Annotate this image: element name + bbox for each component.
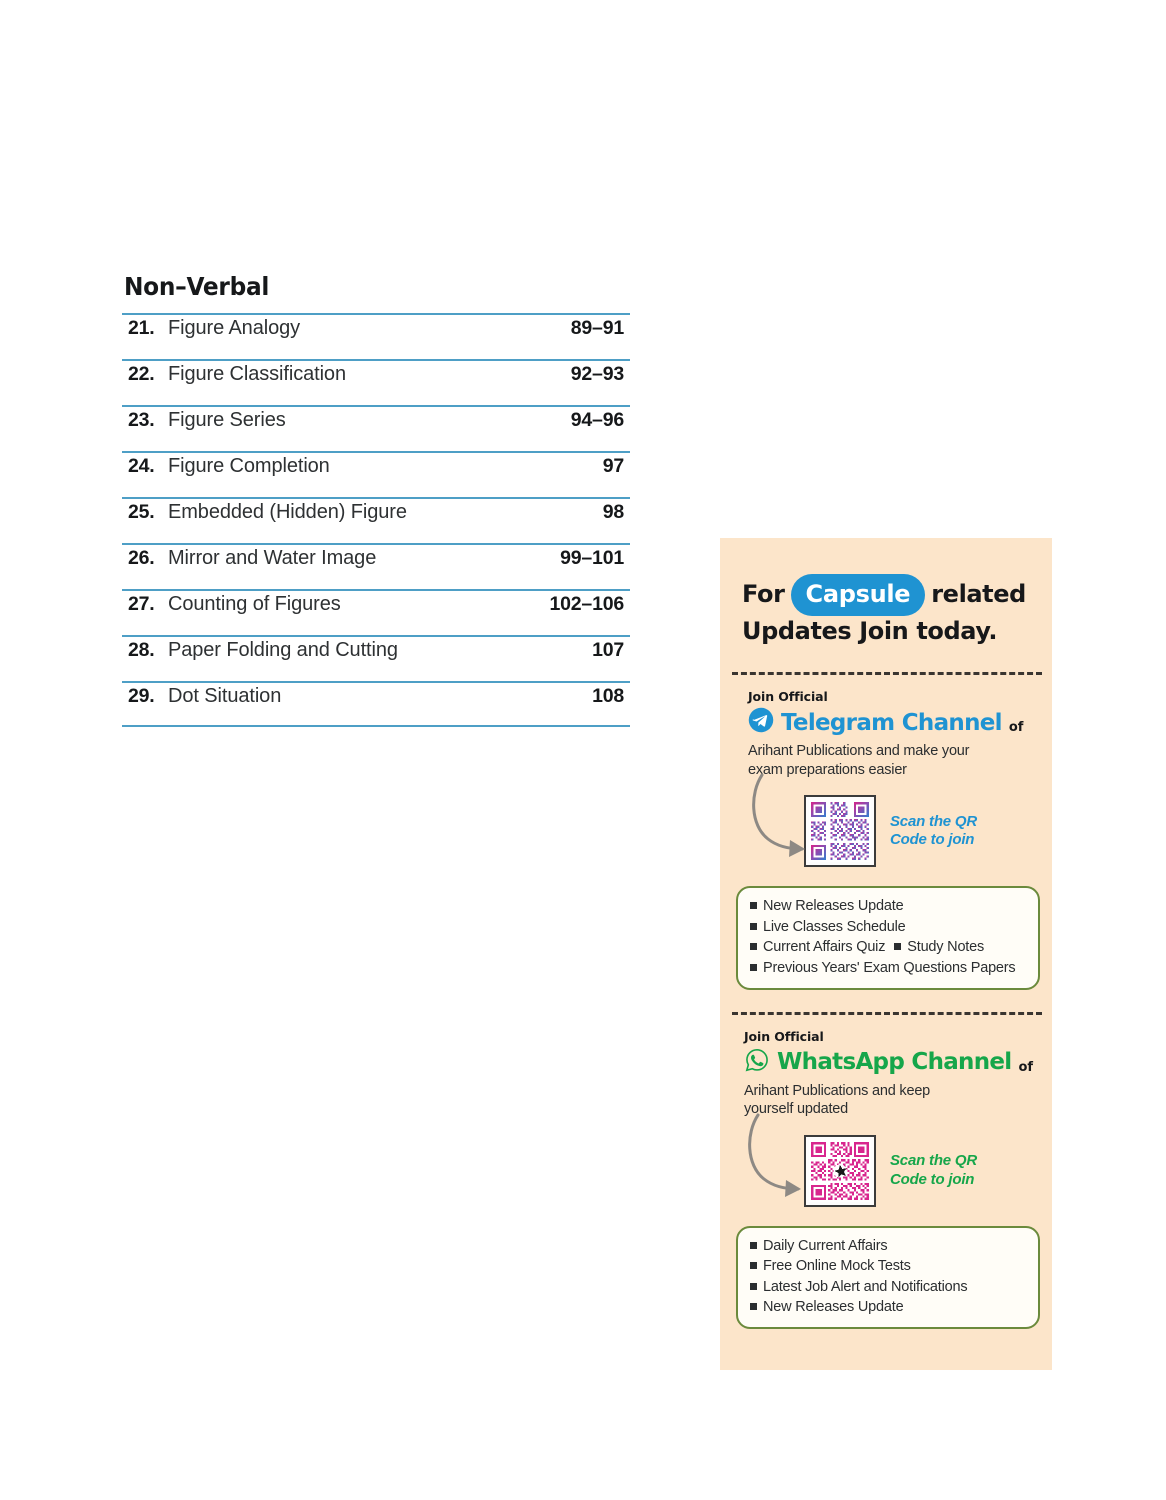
- table-of-contents: [122, 272, 630, 727]
- benefit-text: Live Classes Schedule: [763, 918, 906, 935]
- whatsapp-icon: [744, 1047, 770, 1078]
- toc-row-title: Dot Situation: [168, 685, 282, 707]
- toc-row-pages: 98: [602, 501, 624, 523]
- toc-row-title: Figure Series: [168, 409, 286, 431]
- toc-row-pages: 102–106: [549, 593, 624, 615]
- telegram-subline-2: exam preparations easier: [748, 761, 907, 778]
- benefit-line: [750, 1277, 1028, 1298]
- telegram-scan-text: [890, 813, 977, 850]
- toc-row[interactable]: [122, 313, 630, 359]
- whatsapp-section: [720, 1015, 1052, 1213]
- promo-heading-line-1: [742, 576, 1036, 614]
- telegram-channel-line: [748, 707, 1042, 738]
- promo-panel: [720, 538, 1052, 1370]
- benefit-line: [750, 1236, 1028, 1257]
- bullet-icon: [750, 964, 757, 971]
- telegram-subline-1: Arihant Publications and make your: [748, 743, 970, 760]
- whatsapp-join-label: Join Official: [744, 1028, 824, 1044]
- benefit-line: [750, 1297, 1028, 1318]
- toc-row-number: 22.: [128, 363, 155, 385]
- toc-row-pages: 99–101: [560, 547, 624, 569]
- promo-heading-text-before: For: [742, 580, 785, 608]
- bullet-icon: [750, 1303, 757, 1310]
- curved-arrow-icon: [742, 1107, 812, 1207]
- benefit-text: Free Online Mock Tests: [763, 1258, 911, 1275]
- toc-row-title: Figure Analogy: [168, 317, 301, 339]
- benefit-text: New Releases Update: [763, 1299, 904, 1316]
- telegram-of-label: of: [1008, 720, 1024, 736]
- benefit-line: [750, 958, 1028, 979]
- benefit-text: Current Affairs Quiz: [763, 939, 886, 956]
- toc-row-pages: 92–93: [570, 363, 624, 385]
- toc-row-pages: 97: [602, 455, 624, 477]
- toc-row[interactable]: [122, 359, 630, 405]
- toc-row-pages: 107: [592, 639, 624, 661]
- toc-row-number: 28.: [128, 639, 155, 661]
- benefit-text: Latest Job Alert and Notifications: [763, 1278, 968, 1295]
- whatsapp-benefits-list: [750, 1236, 1028, 1318]
- whatsapp-scan-text: [890, 1152, 977, 1189]
- telegram-qr-block: [748, 789, 1042, 873]
- whatsapp-qr-block: [744, 1129, 1042, 1213]
- benefit-text: New Releases Update: [763, 898, 904, 915]
- toc-row-title: Figure Completion: [168, 455, 330, 477]
- toc-row-title: Mirror and Water Image: [168, 547, 377, 569]
- toc-section-heading: Non–Verbal: [124, 272, 270, 301]
- capsule-badge: Capsule: [793, 576, 924, 614]
- toc-row-list: [122, 313, 630, 727]
- bullet-icon: [750, 902, 757, 909]
- promo-heading-text-after: related: [931, 580, 1026, 608]
- toc-row[interactable]: [122, 405, 630, 451]
- benefit-line: [750, 937, 1028, 958]
- toc-row-number: 26.: [128, 547, 155, 569]
- benefit-line: [750, 1256, 1028, 1277]
- toc-row-number: 25.: [128, 501, 155, 523]
- toc-row-title: Embedded (Hidden) Figure: [168, 501, 407, 523]
- bullet-icon: [750, 1242, 757, 1249]
- bullet-icon: [750, 1283, 757, 1290]
- toc-row-pages: 89–91: [570, 317, 624, 339]
- promo-heading-line-2: Updates Join today.: [742, 617, 998, 646]
- whatsapp-benefits-box: [736, 1226, 1040, 1329]
- whatsapp-channel-line: [744, 1047, 1042, 1078]
- toc-row-number: 21.: [128, 317, 155, 339]
- telegram-section: [720, 675, 1052, 873]
- whatsapp-subline-1: Arihant Publications and keep: [744, 1082, 931, 1099]
- whatsapp-scan-line-2: Code to join: [890, 1170, 975, 1188]
- benefit-text: Previous Years' Exam Questions Papers: [763, 959, 1016, 976]
- toc-row-title: Figure Classification: [168, 363, 346, 385]
- whatsapp-subline-2: yourself updated: [744, 1101, 849, 1118]
- toc-row-pages: 94–96: [570, 409, 624, 431]
- toc-row-title: Paper Folding and Cutting: [168, 639, 398, 661]
- toc-row[interactable]: [122, 589, 630, 635]
- telegram-icon: [748, 707, 774, 738]
- bullet-icon: [750, 923, 757, 930]
- telegram-benefits-list: [750, 896, 1028, 978]
- toc-row-title: Counting of Figures: [168, 593, 341, 615]
- toc-row-pages: 108: [592, 685, 624, 707]
- telegram-scan-line-1: Scan the QR: [890, 812, 977, 830]
- toc-row-number: 24.: [128, 455, 155, 477]
- bullet-icon: [750, 943, 757, 950]
- promo-heading: [720, 538, 1052, 648]
- toc-row[interactable]: [122, 497, 630, 543]
- toc-row-number: 23.: [128, 409, 155, 431]
- benefit-text: Study Notes: [907, 939, 985, 956]
- telegram-qr-code[interactable]: [804, 795, 876, 867]
- toc-row-number: 27.: [128, 593, 155, 615]
- telegram-benefits-box: [736, 886, 1040, 989]
- benefit-text: Daily Current Affairs: [763, 1237, 888, 1254]
- telegram-scan-line-2: Code to join: [890, 831, 975, 849]
- bullet-icon: [894, 943, 901, 950]
- toc-row[interactable]: [122, 635, 630, 681]
- toc-row-number: 29.: [128, 685, 155, 707]
- toc-row[interactable]: [122, 681, 630, 727]
- whatsapp-qr-code[interactable]: [804, 1135, 876, 1207]
- telegram-join-label: Join Official: [748, 689, 828, 705]
- toc-row[interactable]: [122, 543, 630, 589]
- telegram-channel-name: Telegram Channel: [781, 709, 1002, 736]
- whatsapp-of-label: of: [1018, 1059, 1034, 1075]
- benefit-line: [750, 896, 1028, 917]
- whatsapp-channel-name: WhatsApp Channel: [777, 1049, 1012, 1076]
- bullet-icon: [750, 1262, 757, 1269]
- benefit-line: [750, 917, 1028, 938]
- whatsapp-scan-line-1: Scan the QR: [890, 1152, 977, 1170]
- toc-row[interactable]: [122, 451, 630, 497]
